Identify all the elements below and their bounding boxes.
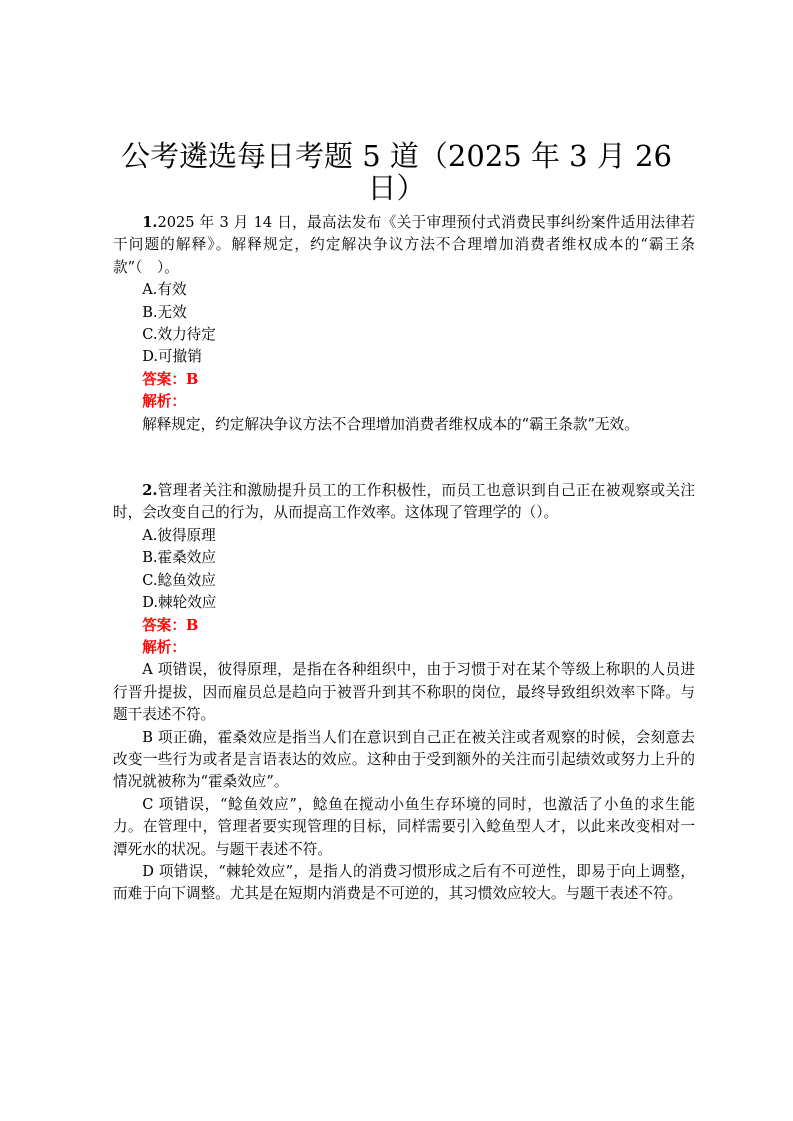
- answer-label: 答案：B: [142, 370, 199, 388]
- analysis-paragraph: 解释规定，约定解决争议方法不合理增加消费者维权成本的“霸王条款”无效。: [142, 415, 639, 433]
- question-number: 2.: [142, 482, 158, 500]
- question-text: 管理者关注和激励提升员工的工作积极性，而员工也意识到自己正在被观察或关注时，会改变自己的行为，从而提高工作效率。这体现了管理学的（）。: [113, 482, 695, 522]
- question-spacer: [113, 436, 695, 480]
- question-2: [113, 480, 695, 906]
- question-number: 1.: [142, 214, 158, 231]
- question-list: [113, 212, 695, 906]
- option-c: C.鲶鱼效应: [142, 571, 216, 589]
- analysis-paragraph: C 项错误，“鲶鱼效应”，鲶鱼在搅动小鱼生存环境的同时，也激活了小鱼的求生能力。在管理中，管理者要实现管理的目标，同样需要引入鲶鱼型人才，以此来改变相对一潭死水的状况。与题干表述不符。: [113, 795, 695, 858]
- option-d: D.棘轮效应: [142, 594, 217, 612]
- option-b: B.霍桑效应: [142, 549, 216, 567]
- option-a: A.有效: [142, 281, 187, 299]
- question-stem: [113, 212, 695, 279]
- option-a: A.彼得原理: [142, 526, 216, 544]
- answer-label: 答案：B: [142, 616, 199, 634]
- question-1: [113, 212, 695, 436]
- analysis-label: 解析：: [142, 638, 186, 656]
- question-stem: [113, 480, 695, 525]
- analysis-label: 解析：: [142, 393, 186, 411]
- option-c: C.效力待定: [142, 326, 216, 344]
- option-d: D.可撤销: [142, 348, 202, 366]
- page-title: 公考遴选每日考题 5 道（2025 年 3 月 26 日）: [121, 139, 672, 205]
- analysis-paragraph: B 项正确，霍桑效应是指当人们在意识到自己正在被关注或者观察的时候，会刻意去改变一些行为或者是言语表达的效应。这种由于受到额外的关注而引起绩效或努力上升的情况就被称为“霍桑效应”。: [113, 728, 695, 791]
- analysis-paragraph: D 项错误，“棘轮效应”，是指人的消费习惯形成之后有不可逆性，即易于向上调整，而难于向下调整。尤其是在短期内消费是不可逆的，其习惯效应较大。与题干表述不符。: [113, 862, 695, 903]
- option-b: B.无效: [142, 303, 187, 321]
- question-text: 2025 年 3 月 14 日，最高法发布《关于审理预付式消费民事纠纷案件适用法律若干问题的解释》。解释规定，约定解决争议方法不合理增加消费者维权成本的“霸王条款”（ ）。: [113, 214, 695, 276]
- analysis-paragraph: A 项错误，彼得原理，是指在各种组织中，由于习惯于对在某个等级上称职的人员进行晋升提拔，因而雇员总是趋向于被晋升到其不称职的岗位，最终导致组织效率下降。与题干表述不符。: [113, 661, 695, 724]
